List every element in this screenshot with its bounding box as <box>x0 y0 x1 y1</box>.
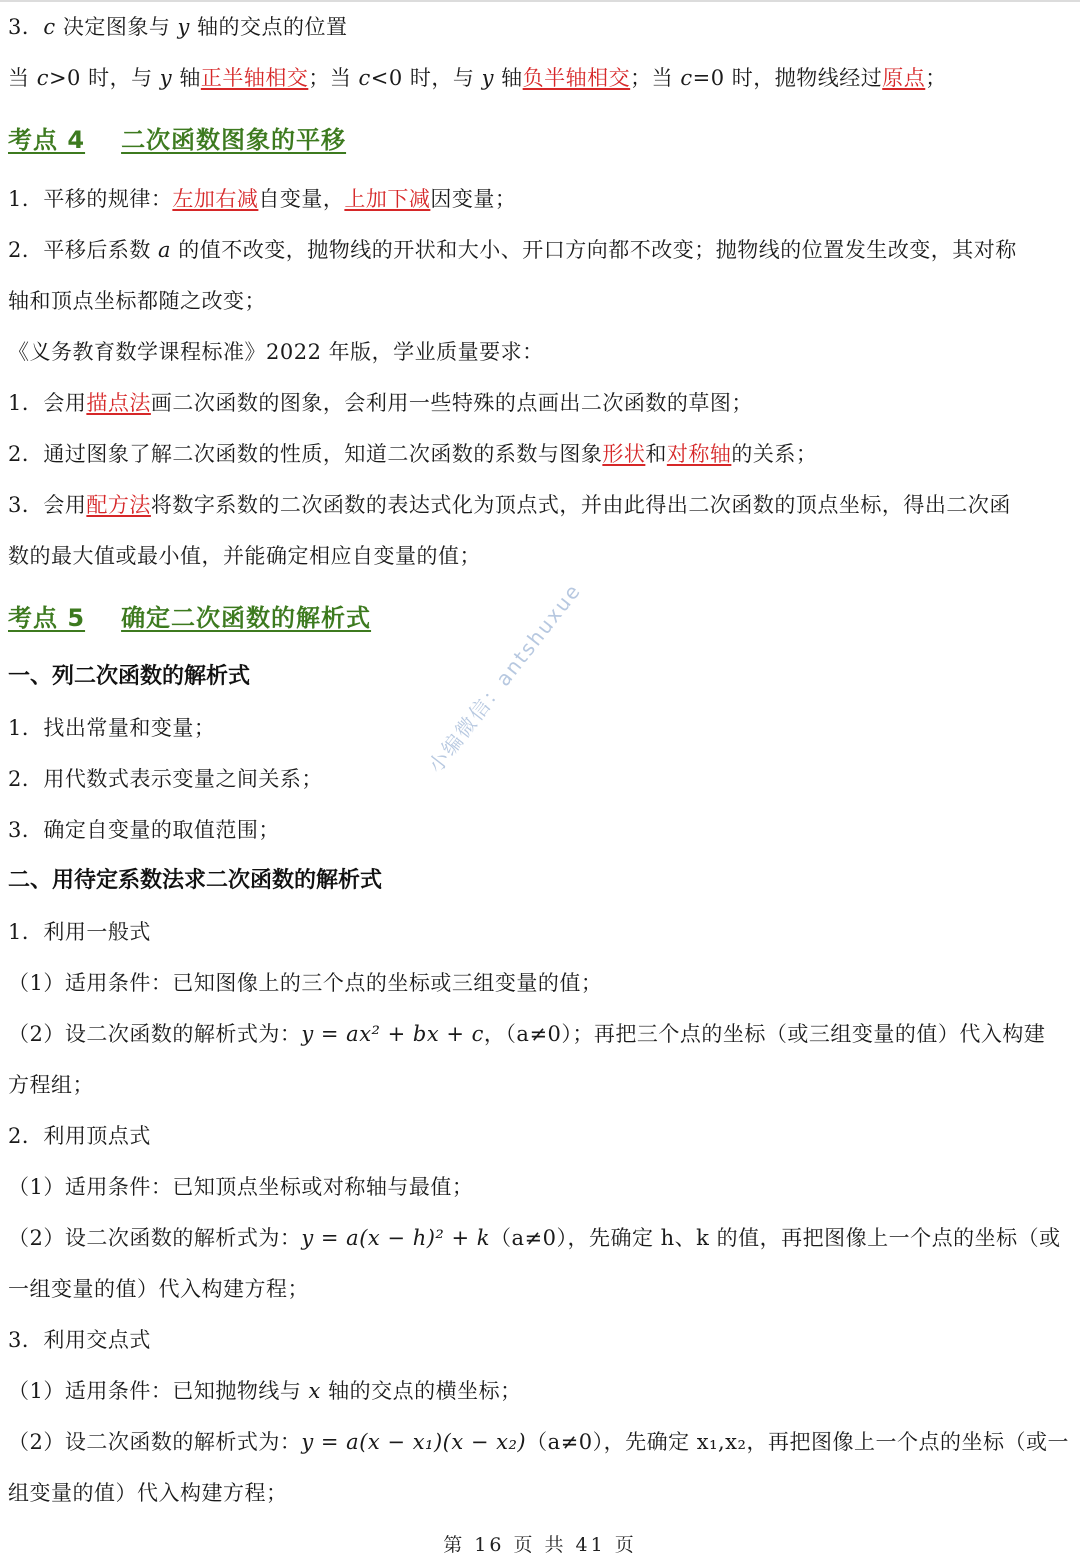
text: 画二次函数的图象，会利用一些特殊的点画出二次函数的草图； <box>150 391 753 415</box>
var-c: c <box>358 66 371 90</box>
point-3-line <box>8 12 1072 42</box>
requirement-3-cont <box>8 541 1072 571</box>
list-item: 1．找出常量和变量； <box>8 716 216 740</box>
text: （2）设二次函数的解析式为： <box>8 1430 302 1454</box>
list-item: 2．用代数式表示变量之间关系； <box>8 767 323 791</box>
text: >0 时，与 <box>48 66 160 90</box>
text: ，（a≠0）；再把三个点的坐标（或三组变量的值）代入构建 <box>483 1022 1046 1046</box>
heading-title: 二次函数图象的平移 <box>121 126 347 154</box>
general-form-condition: （1）适用条件：已知图像上的三个点的坐标或三组变量的值； <box>8 971 603 995</box>
text: 《义务教育数学课程标准》2022 年版，学业质量要求： <box>8 340 544 364</box>
intercept-form-setup-cont: 组变量的值）代入构建方程； <box>8 1481 288 1505</box>
keyword-negative-half-axis: 负半轴相交 <box>522 66 631 90</box>
var-c: c <box>36 66 49 90</box>
subsection-1-title: 一、列二次函数的解析式 <box>8 664 251 689</box>
text: （1）适用条件：已知抛物线与 <box>8 1379 309 1403</box>
var-y: y <box>177 15 190 39</box>
text: 2．平移后系数 <box>8 238 159 262</box>
intercept-form-condition <box>8 1376 1072 1406</box>
text: 因变量； <box>430 187 517 211</box>
vertex-form-title: 2．利用顶点式 <box>8 1124 151 1148</box>
general-form-title: 1．利用一般式 <box>8 920 151 944</box>
intercept-form-title: 3．利用交点式 <box>8 1328 151 1352</box>
text: <0 时，与 <box>370 66 482 90</box>
keyword-left-add-right-sub: 左加右减 <box>172 187 259 211</box>
text: （a≠0），先确定 x₁,x₂，再把图像上一个点的坐标（或一 <box>526 1430 1069 1454</box>
text: 3．会用 <box>8 493 87 517</box>
keyword-up-add-down-sub: 上加下减 <box>344 187 431 211</box>
text: 和 <box>645 442 667 466</box>
heading-title: 确定二次函数的解析式 <box>121 604 372 632</box>
text: （a≠0），先确定 h、k 的值，再把图像上一个点的坐标（或 <box>490 1226 1061 1250</box>
general-form-setup-cont: 方程组； <box>8 1073 94 1097</box>
keyword-completing-square: 配方法 <box>86 493 151 517</box>
text: ； <box>925 66 947 90</box>
curriculum-standard-line <box>8 337 1072 367</box>
translation-coef-line <box>8 235 1072 265</box>
text: =0 时，抛物线经过 <box>692 66 883 90</box>
text: 的关系； <box>731 442 818 466</box>
var-a: a <box>158 238 172 262</box>
text: 轴的交点的位置 <box>189 15 348 39</box>
c-sign-line <box>8 63 1072 93</box>
text: 数的最大值或最小值，并能确定相应自变量的值； <box>8 544 481 568</box>
text: 自变量， <box>258 187 345 211</box>
equation-vertex-form: y = a(x − h)² + k <box>301 1226 490 1250</box>
text: 1．平移的规律： <box>8 187 173 211</box>
vertex-form-condition: （1）适用条件：已知顶点坐标或对称轴与最值； <box>8 1175 474 1199</box>
keyword-positive-half-axis: 正半轴相交 <box>200 66 309 90</box>
text: 轴和顶点坐标都随之改变； <box>8 289 266 313</box>
intercept-form-setup <box>8 1427 1072 1457</box>
vertex-form-setup <box>8 1223 1072 1253</box>
keyword-origin: 原点 <box>882 66 926 90</box>
var-c: c <box>680 66 693 90</box>
var-y: y <box>159 66 173 90</box>
section-heading-kaodian-5 <box>8 602 371 634</box>
text: 轴 <box>172 66 201 90</box>
list-item: 3．确定自变量的取值范围； <box>8 818 280 842</box>
keyword-shape: 形状 <box>602 442 646 466</box>
heading-label: 考点 5 <box>8 604 86 632</box>
text: ；当 <box>630 66 681 90</box>
page-footer: 第 16 页 共 41 页 <box>443 1534 637 1556</box>
text: ；当 <box>308 66 359 90</box>
subsection-2-title: 二、用待定系数法求二次函数的解析式 <box>8 868 383 893</box>
text: 1．会用 <box>8 391 87 415</box>
text: 的值不改变，抛物线的开状和大小、开口方向都不改变；抛物线的位置发生改变，其对称 <box>171 238 1017 262</box>
section-heading-kaodian-4 <box>8 124 346 156</box>
requirement-3 <box>8 490 1072 520</box>
top-divider <box>0 0 1080 2</box>
vertex-form-setup-cont: 一组变量的值）代入构建方程； <box>8 1277 309 1301</box>
equation-intercept-form: y = a(x − x₁)(x − x₂) <box>301 1430 527 1454</box>
translation-coef-line-cont <box>8 286 1072 316</box>
text: 决定图象与 <box>55 15 178 39</box>
equation-general-form: y = ax² + bx + c <box>301 1022 484 1046</box>
text: （2）设二次函数的解析式为： <box>8 1226 302 1250</box>
var-c: c <box>43 15 56 39</box>
text: （2）设二次函数的解析式为： <box>8 1022 302 1046</box>
text: 轴的交点的横坐标； <box>320 1379 522 1403</box>
var-y: y <box>481 66 494 90</box>
keyword-axis-of-symmetry: 对称轴 <box>666 442 732 466</box>
text: 2．通过图象了解二次函数的性质，知道二次函数的系数与图象 <box>8 442 603 466</box>
item-number: 3． <box>8 15 44 39</box>
requirement-1 <box>8 388 1072 418</box>
keyword-plotting-method: 描点法 <box>86 391 151 415</box>
text: 将数字系数的二次函数的表达式化为顶点式，并由此得出二次函数的顶点坐标，得出二次函 <box>150 493 1011 517</box>
text: 轴 <box>493 66 523 90</box>
requirement-2 <box>8 439 1072 469</box>
watermark-text: 小编微信：antshuxue <box>423 578 586 778</box>
general-form-setup <box>8 1019 1072 1049</box>
text: 当 <box>8 66 37 90</box>
var-x: x <box>308 1379 321 1403</box>
translation-rule-line <box>8 184 1072 214</box>
heading-label: 考点 4 <box>8 126 86 154</box>
